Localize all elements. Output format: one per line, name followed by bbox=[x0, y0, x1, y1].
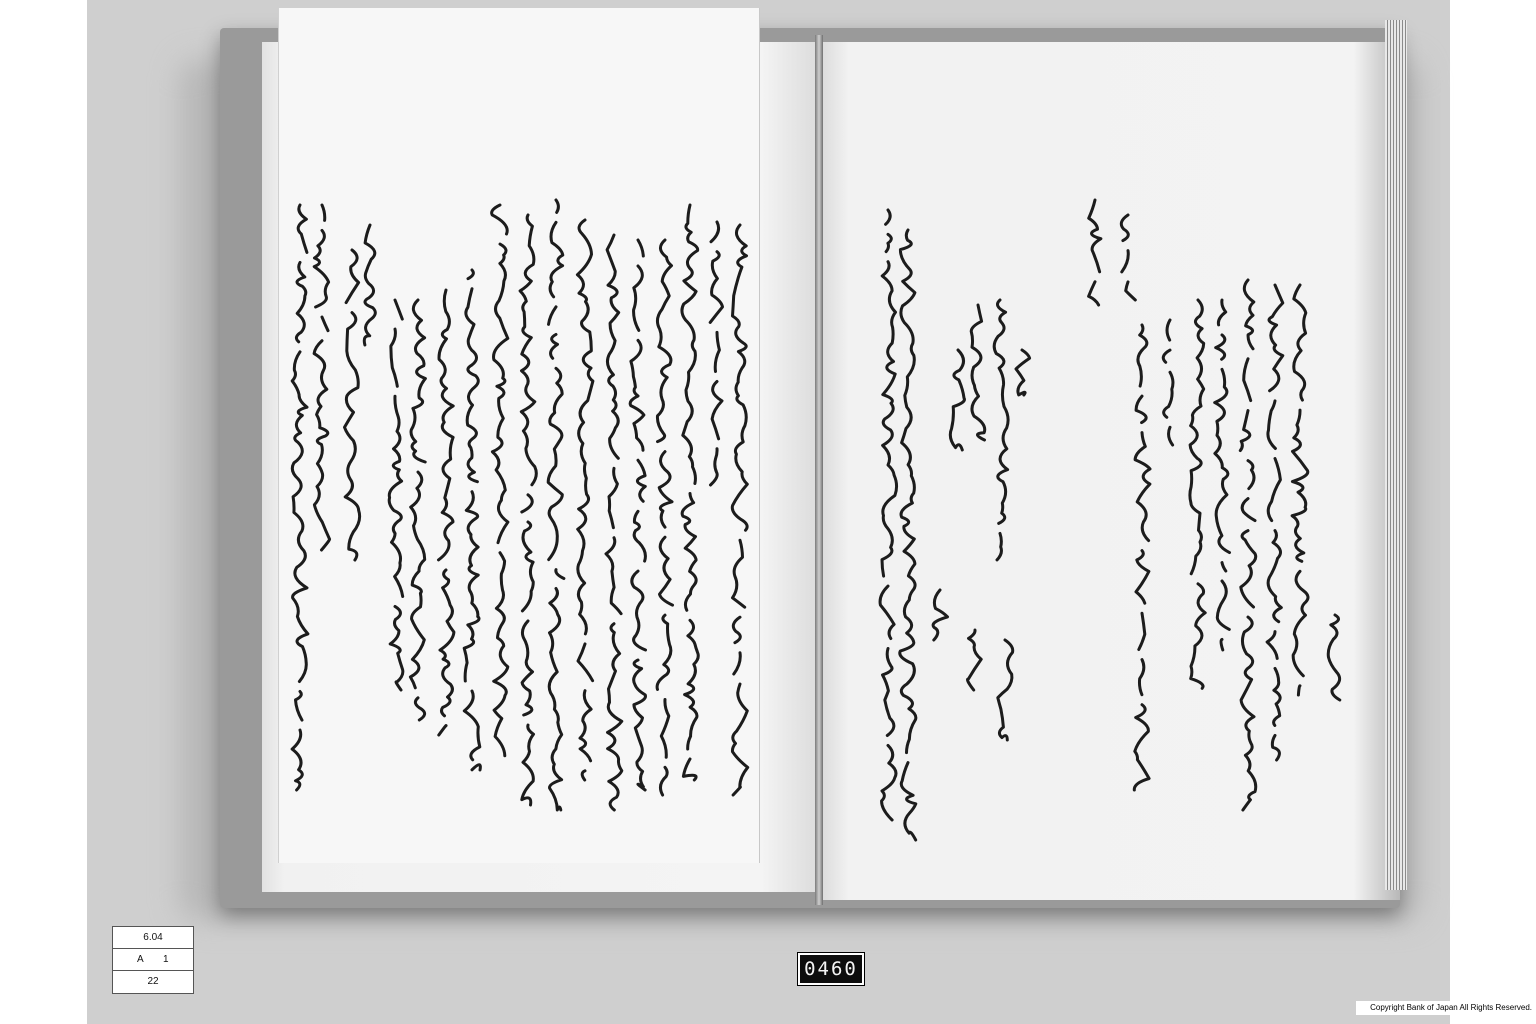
copyright-notice: Copyright Bank of Japan All Rights Reserved. bbox=[1356, 1001, 1536, 1015]
handwriting-column-left bbox=[520, 215, 536, 805]
handwriting-column-left bbox=[630, 240, 645, 800]
handwriting-column-left bbox=[410, 300, 425, 720]
card-series: A bbox=[137, 954, 144, 965]
handwriting-column-left bbox=[710, 222, 722, 495]
card-item: 22 bbox=[147, 976, 159, 987]
handwriting-column-left bbox=[492, 205, 508, 766]
card-row-1 bbox=[113, 927, 193, 949]
handwriting-column-right bbox=[1267, 285, 1283, 760]
handwriting-column-right bbox=[1240, 280, 1255, 810]
handwriting-column-right bbox=[1163, 320, 1173, 445]
handwriting-column-left bbox=[314, 205, 330, 560]
handwriting-column-right bbox=[1089, 200, 1101, 305]
handwriting-column-right bbox=[900, 230, 916, 840]
handwriting-column-left bbox=[682, 205, 698, 790]
handwriting-column-left bbox=[464, 270, 480, 780]
handwriting-column-left bbox=[548, 200, 564, 820]
handwriting-column-right bbox=[971, 305, 985, 440]
card-code: 6.04 bbox=[143, 932, 163, 943]
handwriting-column-left bbox=[577, 220, 593, 780]
handwriting-column-right bbox=[880, 210, 897, 830]
handwriting-column-right bbox=[1121, 215, 1135, 300]
card-volume: 1 bbox=[163, 954, 169, 965]
handwriting-column-left bbox=[389, 300, 403, 690]
handwriting-column-right bbox=[1292, 285, 1308, 695]
frame-number: 0460 bbox=[798, 953, 864, 985]
handwriting-column-right bbox=[994, 300, 1008, 570]
handwriting-column-left bbox=[439, 290, 454, 735]
handwriting-column-right bbox=[933, 590, 947, 640]
handwriting-column-left bbox=[364, 225, 375, 345]
handwriting-column-right bbox=[968, 630, 982, 690]
handwriting-column-right bbox=[950, 350, 964, 450]
handwriting-column-left bbox=[657, 240, 672, 795]
handwriting-column-left bbox=[345, 250, 360, 560]
catalog-card bbox=[112, 926, 194, 994]
handwriting-column-right bbox=[1215, 300, 1230, 650]
card-row-2 bbox=[113, 949, 193, 971]
card-row-3 bbox=[113, 971, 193, 992]
handwriting-column-right bbox=[1328, 615, 1340, 710]
handwriting-column-left bbox=[732, 225, 747, 795]
handwriting-column-right bbox=[998, 640, 1013, 740]
handwriting-column-left bbox=[292, 205, 308, 790]
handwriting-column-right bbox=[1190, 300, 1205, 698]
handwriting-column-left bbox=[606, 235, 622, 820]
handwriting-column-right bbox=[1016, 350, 1030, 395]
handwriting-column-right bbox=[1134, 325, 1150, 790]
